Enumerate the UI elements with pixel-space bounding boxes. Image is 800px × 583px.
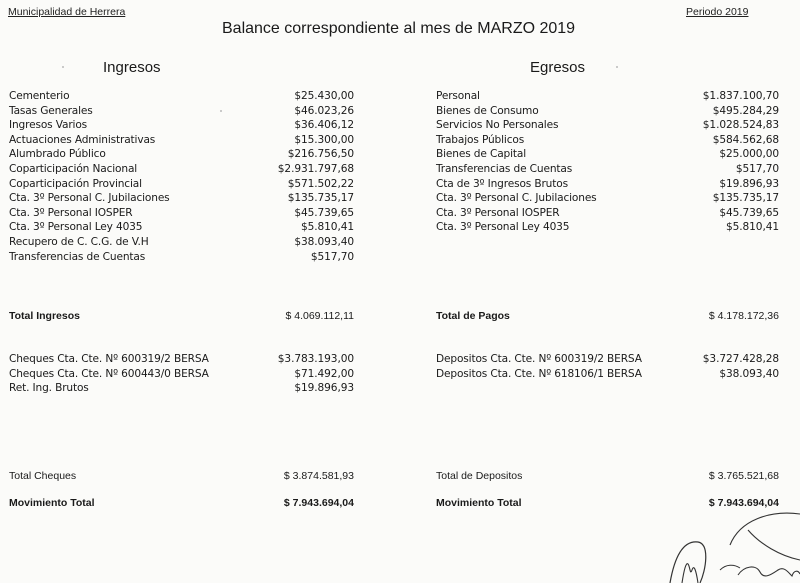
movimiento-total-value: $ 7.943.694,04 — [283, 497, 354, 509]
scan-speck — [616, 66, 618, 68]
list-item — [9, 133, 354, 148]
item-label: Alumbrado Público — [9, 148, 106, 161]
item-label: Coparticipación Provincial — [9, 177, 142, 190]
movimiento-total-label: Movimiento Total — [9, 497, 95, 509]
total-pagos-row — [436, 309, 779, 323]
list-item — [9, 235, 354, 250]
item-value: $1.837.100,70 — [702, 90, 779, 102]
item-value: $45.739,65 — [294, 206, 354, 219]
list-item — [436, 118, 779, 133]
list-item — [436, 191, 779, 206]
item-value: $19.896,93 — [719, 177, 779, 190]
list-item — [436, 147, 779, 162]
list-item — [9, 206, 354, 221]
total-pagos-label: Total de Pagos — [436, 310, 510, 322]
item-value: $2.931.797,68 — [277, 162, 354, 175]
signature-mark — [660, 500, 800, 583]
cheques-list — [9, 352, 354, 396]
list-item — [9, 89, 354, 104]
list-item — [436, 352, 779, 367]
total-ingresos-label: Total Ingresos — [9, 310, 80, 322]
item-label: Cta. 3º Personal IOSPER — [436, 206, 560, 219]
item-value: $5.810,41 — [725, 221, 779, 234]
item-value: $25.000,00 — [719, 148, 779, 161]
list-item — [9, 250, 354, 265]
item-value: $46.023,26 — [294, 104, 354, 117]
egresos-list — [436, 89, 779, 235]
item-value: $216.756,50 — [287, 148, 354, 161]
total-depositos-value: $ 3.765.521,68 — [708, 470, 779, 482]
item-label: Recupero de C. C.G. de V.H — [9, 235, 149, 248]
item-value: $38.093,40 — [294, 235, 354, 248]
item-label: Depositos Cta. Cte. Nº 618106/1 BERSA — [436, 367, 642, 380]
item-value: $25.430,00 — [294, 90, 354, 102]
total-depositos-row — [436, 469, 779, 483]
period-label: Periodo 2019 — [686, 6, 749, 18]
list-item — [436, 206, 779, 221]
item-value: $3.727.428,28 — [702, 353, 779, 365]
total-ingresos-row — [9, 309, 354, 323]
list-item — [9, 381, 354, 396]
movimiento-total-ingresos-row — [9, 496, 354, 510]
document-title: Balance correspondiente al mes de MARZO 2019 — [222, 20, 576, 37]
depositos-list — [436, 352, 779, 381]
organization-name: Municipalidad de Herrera — [8, 6, 126, 18]
item-label: Bienes de Capital — [436, 148, 527, 161]
list-item — [436, 104, 779, 119]
item-value: $3.783.193,00 — [277, 353, 354, 365]
item-label: Cta. 3º Personal C. Jubilaciones — [436, 192, 597, 205]
list-item — [436, 367, 779, 382]
item-value: $71.492,00 — [294, 367, 354, 380]
list-item — [9, 147, 354, 162]
list-item — [9, 104, 354, 119]
list-item — [9, 352, 354, 367]
item-label: Transferencias de Cuentas — [9, 250, 146, 263]
list-item — [436, 162, 779, 177]
item-label: Cta. 3º Personal C. Jubilaciones — [9, 192, 170, 205]
item-label: Cheques Cta. Cte. Nº 600443/0 BERSA — [9, 367, 209, 380]
item-label: Tasas Generales — [9, 104, 93, 117]
list-item — [9, 177, 354, 192]
item-label: Cheques Cta. Cte. Nº 600319/2 BERSA — [9, 353, 209, 365]
item-label: Cta. 3º Personal Ley 4035 — [9, 221, 143, 234]
item-value: $517,70 — [735, 162, 779, 175]
item-value: $135.735,17 — [712, 192, 779, 205]
list-item — [436, 220, 779, 235]
list-item — [436, 177, 779, 192]
list-item — [436, 133, 779, 148]
item-label: Ret. Ing. Brutos — [9, 382, 89, 395]
item-value: $584.562,68 — [712, 133, 779, 146]
item-label: Coparticipación Nacional — [9, 162, 138, 175]
list-item — [9, 162, 354, 177]
ingresos-list — [9, 89, 354, 264]
item-value: $1.028.524,83 — [702, 119, 779, 132]
item-label: Transferencias de Cuentas — [436, 162, 573, 175]
item-label: Cta. 3º Personal IOSPER — [9, 206, 133, 219]
item-value: $36.406,12 — [294, 119, 354, 132]
item-label: Servicios No Personales — [436, 119, 559, 132]
item-label: Trabajos Públicos — [436, 133, 525, 146]
item-value: $517,70 — [310, 250, 354, 263]
item-value: $571.502,22 — [287, 177, 354, 190]
item-label: Personal — [436, 90, 480, 102]
item-value: $15.300,00 — [294, 133, 354, 146]
item-label: Depositos Cta. Cte. Nº 600319/2 BERSA — [436, 353, 642, 365]
list-item — [9, 118, 354, 133]
item-label: Bienes de Consumo — [436, 104, 539, 117]
total-cheques-row — [9, 469, 354, 483]
total-pagos-value: $ 4.178.172,36 — [708, 310, 779, 322]
item-label: Actuaciones Administrativas — [9, 133, 156, 146]
item-value: $38.093,40 — [719, 367, 779, 380]
total-depositos-label: Total de Depositos — [436, 470, 523, 482]
list-item — [9, 367, 354, 382]
item-value: $45.739,65 — [719, 206, 779, 219]
item-label: Cta. 3º Personal Ley 4035 — [436, 221, 570, 234]
item-value: $5.810,41 — [300, 221, 354, 234]
list-item — [9, 191, 354, 206]
item-value: $135.735,17 — [287, 192, 354, 205]
scan-speck — [220, 110, 222, 112]
ingresos-heading: Ingresos — [103, 59, 161, 76]
egresos-heading: Egresos — [530, 59, 586, 76]
movimiento-total-label: Movimiento Total — [436, 497, 522, 509]
item-value: $495.284,29 — [712, 104, 779, 117]
item-label: Cta de 3º Ingresos Brutos — [436, 177, 568, 190]
item-label: Ingresos Varios — [9, 119, 88, 132]
movimiento-total-value: $ 7.943.694,04 — [708, 497, 779, 509]
total-cheques-label: Total Cheques — [9, 470, 77, 482]
scan-speck — [62, 66, 64, 68]
list-item — [9, 220, 354, 235]
item-value: $19.896,93 — [294, 382, 354, 395]
list-item — [436, 89, 779, 104]
total-cheques-value: $ 3.874.581,93 — [283, 470, 354, 482]
total-ingresos-value: $ 4.069.112,11 — [285, 310, 354, 322]
item-label: Cementerio — [9, 90, 70, 102]
